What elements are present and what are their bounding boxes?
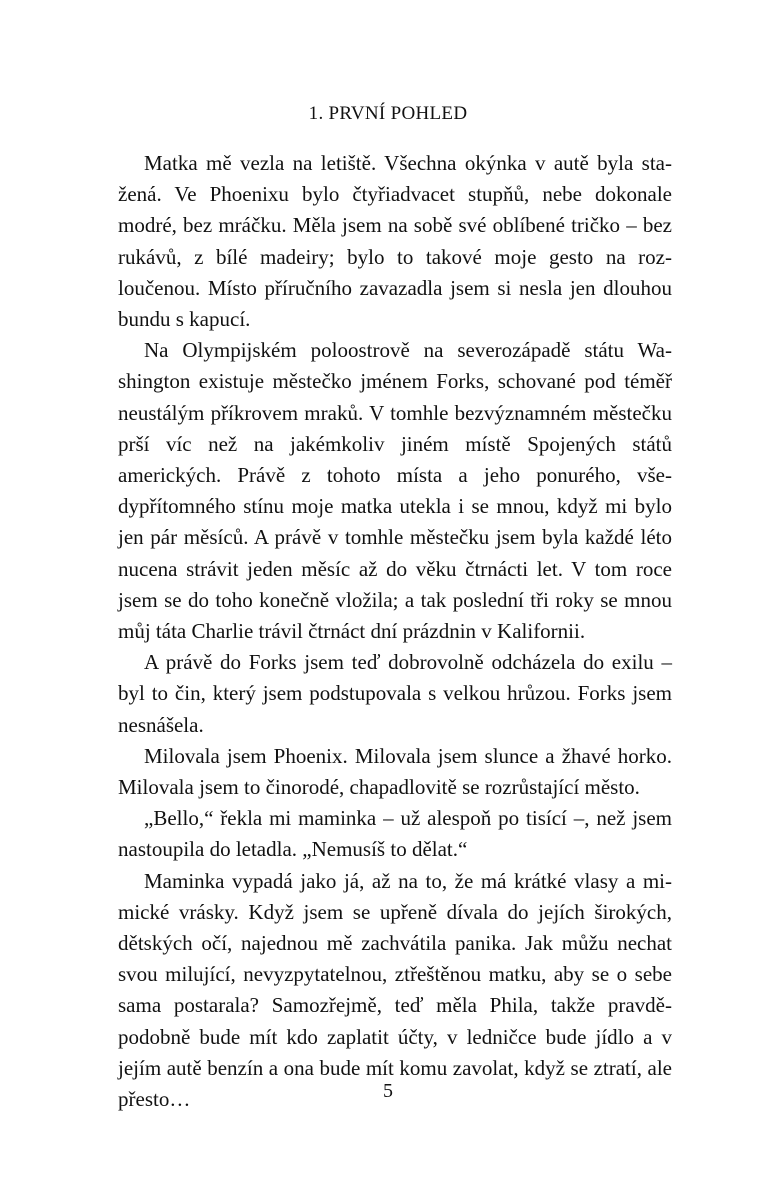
chapter-title: 1. PRVNÍ POHLED [308, 103, 468, 124]
paragraph: Maminka vypadá jako já, až na to, že má krátké vlasy a mimické vrásky. Když jsem se upřeně dívala do jejích širokých, dětských očí, najednou mě zachvátila panika. Jak můžu nechat svou milující, nevyzpytatelnou, ztřeštěnou matku, aby se o sebe sama postarala? Samozřejmě, teď měla Phila, takže pravděpodobně bude mít kdo zaplatit účty, v ledničce bude jídlo a v jejím autě benzín a ona bude mít komu zavolat, když se ztratí, ale přesto… [118, 868, 672, 1112]
paragraph: Na Olympijském poloostrově na severozápadě státu Washington existuje městečko jménem Forks, schované pod téměř neustálým příkrovem mraků. V tomhle bezvýznamném městečku prší víc než na jakémkoliv jiném místě Spojených států amerických. Právě z tohoto místa a jeho ponurého, všedypřítomného stínu moje matka utekla i se mnou, když mi bylo jen pár měsíců. A právě v tomhle městečku jsem byla každé léto nucena strávit jeden měsíc až do věku čtrnácti let. V tom roce jsem se do toho konečně vložila; a tak poslední tři roky se mnou můj táta Charlie trávil čtrnáct dní prázdnin v Kalifornii. [118, 338, 672, 644]
paragraph: „Bello,“ řekla mi maminka – už alespoň po tisící –, než jsem nastoupila do letadla. „Nemusíš to dělat.“ [118, 806, 672, 862]
paragraph: Matka mě vezla na letiště. Všechna okýnka v autě byla stažená. Ve Phoenixu bylo čtyřiadvacet stupňů, nebe dokonale modré, bez mráčku. Měla jsem na sobě své oblíbené tričko – bez rukávů, z bílé madeiry; bylo to takové moje gesto na rozloučenou. Místo příručního zavazadla jsem si nesla jen dlouhou bundu s kapucí. [118, 151, 672, 332]
paragraph: Milovala jsem Phoenix. Milovala jsem slunce a žhavé horko. Milovala jsem to činorodé, chapadlovitě se rozrůstající město. [118, 743, 672, 800]
page-number: 5 [383, 1080, 393, 1102]
body-text [118, 148, 672, 1115]
paragraph: A právě do Forks jsem teď dobrovolně odcházela do exilu – byl to čin, který jsem podstupovala s velkou hrůzou. Forks jsem nesnášela. [118, 650, 672, 737]
